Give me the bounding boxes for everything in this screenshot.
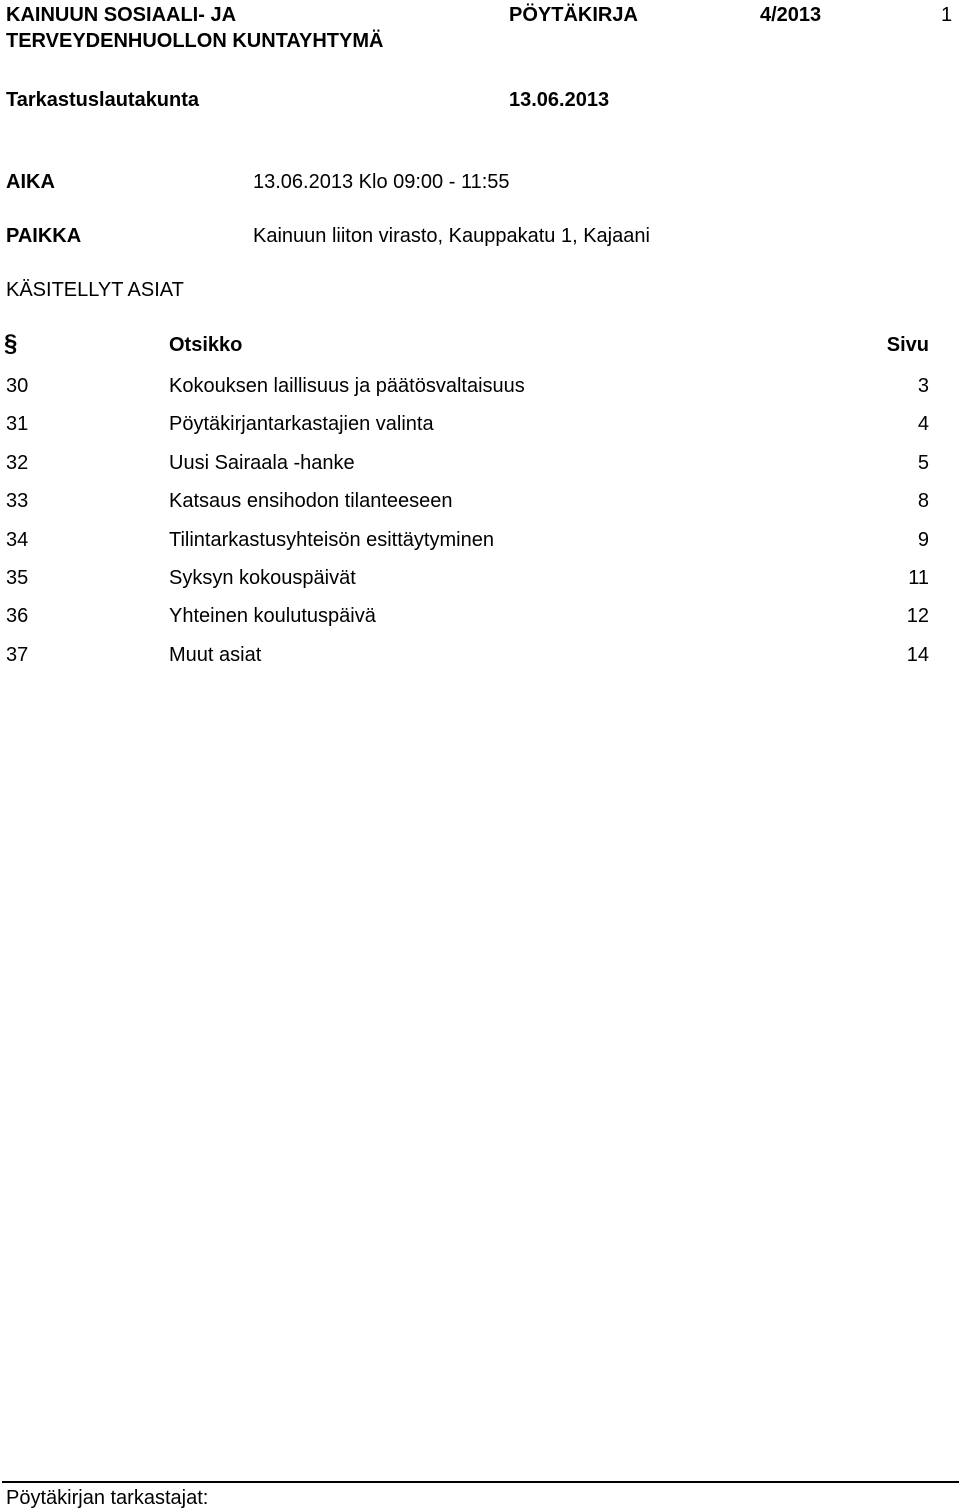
agenda-row bbox=[0, 526, 960, 554]
agenda-item-number: 32 bbox=[6, 452, 29, 474]
agenda-item-number: 34 bbox=[6, 529, 29, 551]
agenda-row bbox=[0, 449, 960, 477]
organization-name-line1: KAINUUN SOSIAALI- JA bbox=[6, 4, 237, 26]
place-value: Kainuun liiton virasto, Kauppakatu 1, Kajaani bbox=[253, 225, 650, 247]
agenda-item-page: 9 bbox=[917, 529, 929, 551]
agenda-row bbox=[0, 487, 960, 515]
agenda-item-title: Muut asiat bbox=[169, 644, 262, 666]
agenda-item-page: 3 bbox=[917, 375, 929, 397]
page-number: 1 bbox=[941, 4, 953, 26]
agenda-item-title: Tilintarkastusyhteisön esittäytyminen bbox=[169, 529, 494, 551]
section-sign-icon: § bbox=[4, 330, 18, 357]
agenda-item-number: 35 bbox=[6, 567, 29, 589]
agenda-item-title: Yhteinen koulutuspäivä bbox=[169, 605, 376, 627]
time-value: 13.06.2013 Klo 09:00 - 11:55 bbox=[253, 171, 510, 193]
agenda-item-title: Pöytäkirjantarkastajien valinta bbox=[169, 413, 434, 435]
agenda-item-title: Syksyn kokouspäivät bbox=[169, 567, 356, 589]
agenda-item-page: 14 bbox=[906, 644, 929, 666]
agenda-row bbox=[0, 410, 960, 438]
agenda-item-page: 8 bbox=[917, 490, 929, 512]
document-type: PÖYTÄKIRJA bbox=[509, 4, 638, 26]
agenda-item-title: Kokouksen laillisuus ja päätösvaltaisuus bbox=[169, 375, 525, 397]
time-label: AIKA bbox=[6, 171, 55, 193]
minutes-reviewers-label: Pöytäkirjan tarkastajat: bbox=[6, 1487, 209, 1509]
agenda-item-number: 31 bbox=[6, 413, 29, 435]
agenda-item-page: 5 bbox=[917, 452, 929, 474]
organization-name-line2: TERVEYDENHUOLLON KUNTAYHTYMÄ bbox=[6, 30, 384, 52]
agenda-item-number: 36 bbox=[6, 605, 29, 627]
meeting-date: 13.06.2013 bbox=[509, 89, 610, 111]
agenda-item-title: Katsaus ensihodon tilanteeseen bbox=[169, 490, 453, 512]
agenda-item-page: 12 bbox=[906, 605, 929, 627]
committee-name: Tarkastuslautakunta bbox=[6, 89, 200, 111]
column-header-title: Otsikko bbox=[169, 334, 243, 356]
agenda-item-number: 33 bbox=[6, 490, 29, 512]
column-header-page: Sivu bbox=[886, 334, 929, 356]
agenda-item-number: 30 bbox=[6, 375, 29, 397]
agenda-item-number: 37 bbox=[6, 644, 29, 666]
agenda-item-page: 4 bbox=[917, 413, 929, 435]
agenda-item-page: 11 bbox=[908, 567, 929, 589]
document-number: 4/2013 bbox=[760, 4, 822, 26]
agenda-item-title: Uusi Sairaala -hanke bbox=[169, 452, 355, 474]
agenda-row bbox=[0, 372, 960, 400]
agenda-row bbox=[0, 641, 960, 669]
agenda-row bbox=[0, 564, 960, 592]
agenda-row bbox=[0, 602, 960, 630]
place-label: PAIKKA bbox=[6, 225, 82, 247]
footer-divider bbox=[2, 1481, 959, 1483]
handled-matters-title: KÄSITELLYT ASIAT bbox=[6, 279, 184, 301]
